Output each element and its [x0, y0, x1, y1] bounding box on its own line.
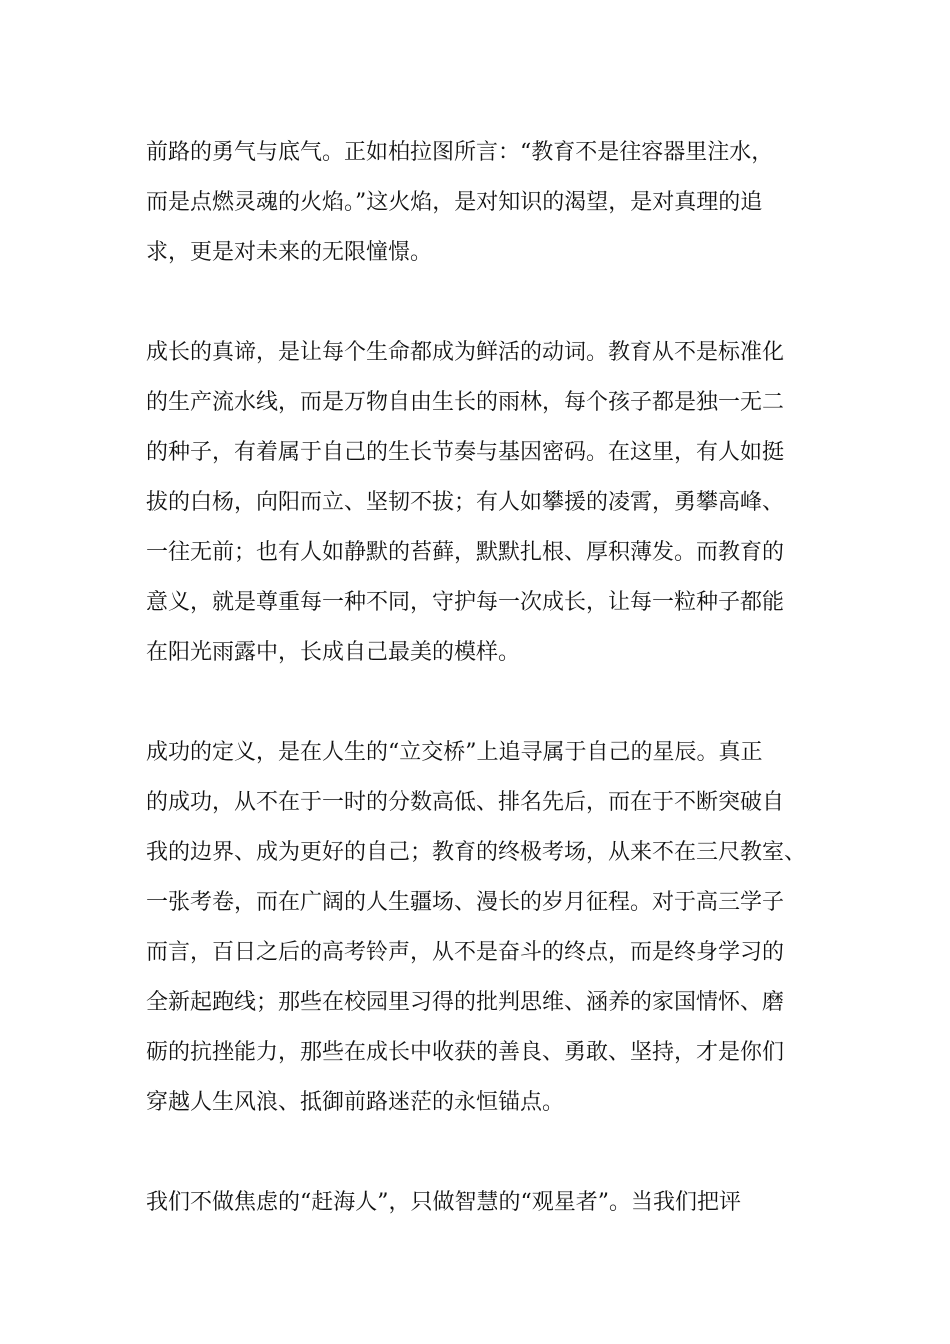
paragraph-line: 求，更是对未来的无限憧憬。 [146, 240, 433, 265]
paragraph-line: 拔的白杨，向阳而立、坚韧不拔；有人如攀援的凌霄，勇攀高峰、 [146, 490, 785, 515]
paragraph-line: 我的边界、成为更好的自己；教育的终极考场，从来不在三尺教室、 [146, 840, 807, 865]
paragraph-line: 全新起跑线；那些在校园里习得的批判思维、涵养的家国情怀、磨 [146, 990, 785, 1015]
paragraph-line: 前路的勇气与底气。正如柏拉图所言：“教育不是往容器里注水， [146, 140, 774, 165]
paragraph-line: 而是点燃灵魂的火焰。”这火焰，是对知识的渴望，是对真理的追 [146, 190, 763, 215]
paragraph-line: 而言，百日之后的高考铃声，从不是奋斗的终点，而是终身学习的 [146, 940, 785, 965]
paragraph-3 [146, 728, 816, 1128]
paragraph-line: 一往无前；也有人如静默的苔藓，默默扎根、厚积薄发。而教育的 [146, 540, 785, 565]
paragraph-line: 在阳光雨露中，长成自己最美的模样。 [146, 640, 521, 665]
paragraph-line: 我们不做焦虑的“赶海人”，只做智慧的“观星者”。当我们把评 [146, 1190, 741, 1215]
paragraph-line: 意义，就是尊重每一种不同，守护每一次成长，让每一粒种子都能 [146, 590, 785, 615]
paragraph-line: 的成功，从不在于一时的分数高低、排名先后，而在于不断突破自 [146, 790, 785, 815]
paragraph-line: 成长的真谛，是让每个生命都成为鲜活的动词。教育从不是标准化 [146, 340, 785, 365]
paragraph-4 [146, 1178, 816, 1228]
paragraph-line: 一张考卷，而在广阔的人生疆场、漫长的岁月征程。对于高三学子 [146, 890, 785, 915]
paragraph-line: 的生产流水线，而是万物自由生长的雨林，每个孩子都是独一无二 [146, 390, 785, 415]
paragraph-1 [146, 128, 816, 278]
paragraph-line: 穿越人生风浪、抵御前路迷茫的永恒锚点。 [146, 1090, 565, 1115]
paragraph-line: 砺的抗挫能力，那些在成长中收获的善良、勇敢、坚持，才是你们 [146, 1040, 785, 1065]
paragraph-2 [146, 328, 816, 678]
paragraph-line: 成功的定义，是在人生的“立交桥”上追寻属于自己的星辰。真正 [146, 740, 763, 765]
paragraph-line: 的种子，有着属于自己的生长节奏与基因密码。在这里，有人如挺 [146, 440, 785, 465]
